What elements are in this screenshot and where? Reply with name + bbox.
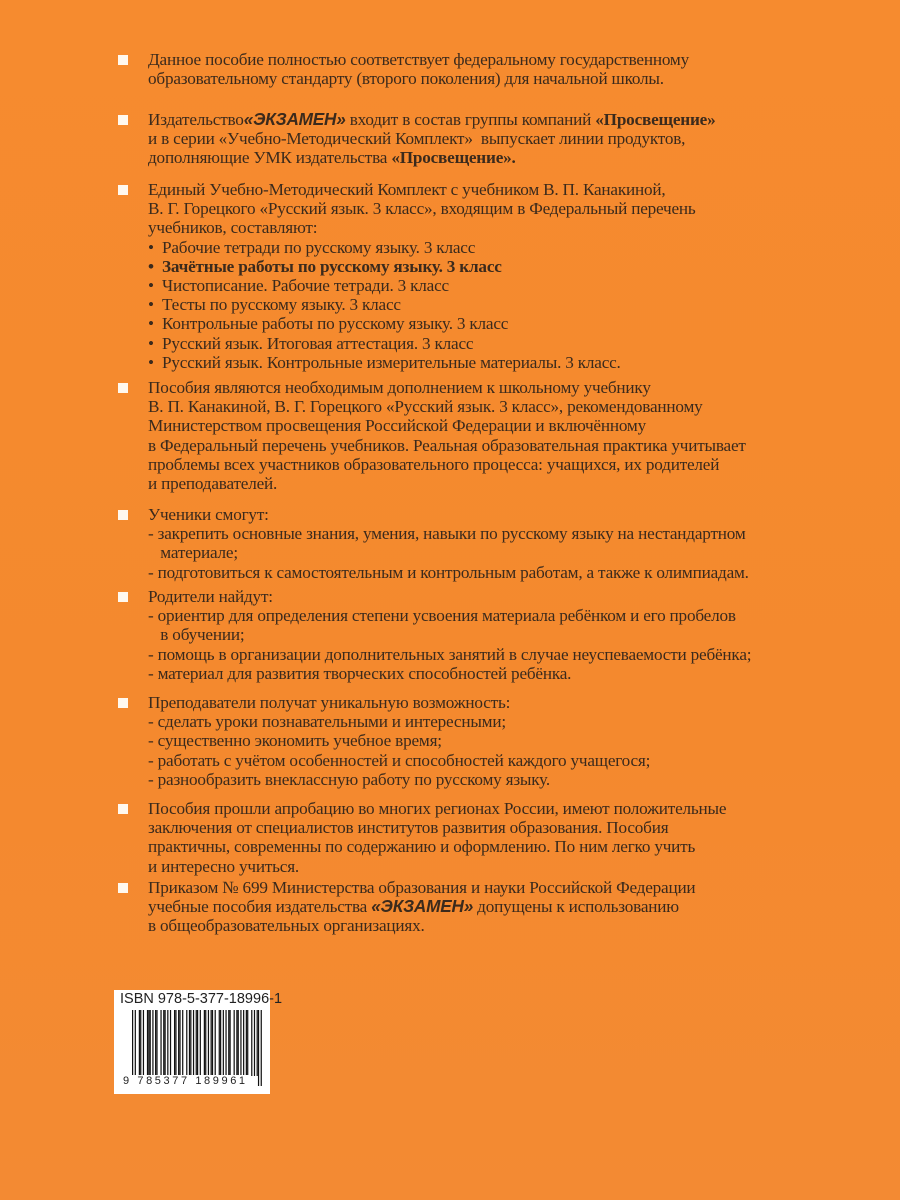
barcode-bar xyxy=(240,1010,241,1076)
text-segment: - подготовиться к самостоятельным и контрольным работам, а также к олимпиадам. xyxy=(148,562,749,582)
text-line xyxy=(148,148,868,167)
text-segment: • Рабочие тетради по русскому языку. 3 класс xyxy=(148,237,476,257)
text-line xyxy=(148,751,868,770)
text-line xyxy=(148,314,868,333)
barcode-bar xyxy=(189,1010,190,1076)
text-line xyxy=(148,378,868,397)
info-paragraph xyxy=(148,378,868,493)
text-line xyxy=(148,129,868,148)
text-segment: Ученики смогут: xyxy=(148,505,269,524)
barcode-bar xyxy=(261,1010,262,1086)
square-bullet-icon xyxy=(118,804,128,814)
barcode-bar xyxy=(230,1010,231,1076)
barcode-bar xyxy=(205,1010,206,1076)
text-segment: - разнообразить внеклассную работу по русскому языку. xyxy=(148,769,550,789)
text-line xyxy=(148,543,868,562)
text-line xyxy=(148,693,868,712)
text-line xyxy=(148,474,868,493)
barcode-bar xyxy=(147,1010,148,1076)
text-line xyxy=(148,436,868,455)
barcode-bar xyxy=(143,1010,144,1076)
barcode-bar xyxy=(234,1010,235,1076)
barcode-bar xyxy=(179,1010,180,1076)
text-line xyxy=(148,587,868,606)
square-bullet-icon xyxy=(118,383,128,393)
text-segment: образовательному стандарту (второго поколения) для начальной школы. xyxy=(148,69,664,89)
barcode-bar xyxy=(186,1010,187,1076)
text-segment: Данное пособие полностью соответствует федеральному государственному xyxy=(148,50,689,69)
square-bullet-icon xyxy=(118,883,128,893)
isbn-number: ISBN 978-5-377-18996-1 xyxy=(120,991,283,1007)
text-segment: - сделать уроки познавательными и интересными; xyxy=(148,712,506,732)
barcode-bar xyxy=(257,1010,258,1076)
square-bullet-icon xyxy=(118,592,128,602)
barcode-bar xyxy=(163,1010,164,1076)
barcode-bar xyxy=(258,1010,259,1086)
barcode-bar xyxy=(165,1010,166,1076)
square-bullet-icon xyxy=(118,698,128,708)
text-segment: - существенно экономить учебное время; xyxy=(148,731,442,751)
info-paragraph xyxy=(148,878,868,936)
barcode-bar xyxy=(254,1010,255,1076)
text-line xyxy=(148,69,868,88)
text-segment: • Тесты по русскому языку. 3 класс xyxy=(148,295,401,315)
info-paragraph xyxy=(148,587,868,683)
barcode-bar xyxy=(238,1010,239,1076)
barcode-bar xyxy=(243,1010,244,1076)
text-segment: Пособия прошли апробацию во многих регионах России, имеют положительные xyxy=(148,799,727,818)
text-segment: Родители найдут: xyxy=(148,587,273,606)
text-line xyxy=(148,563,868,582)
info-paragraph xyxy=(148,110,868,168)
text-segment: Издательство xyxy=(148,110,244,129)
barcode-digits: 9 785377 189961 xyxy=(123,1075,248,1087)
text-segment: дополняющие УМК издательства xyxy=(148,148,392,168)
barcode-bar xyxy=(212,1010,213,1076)
barcode-bar xyxy=(219,1010,220,1076)
text-line xyxy=(148,818,868,837)
square-bullet-icon xyxy=(118,115,128,125)
text-segment: и в серии «Учебно-Методический Комплект» выпускает линии продуктов, xyxy=(148,129,686,149)
text-segment: и преподавателей. xyxy=(148,474,278,494)
text-line xyxy=(148,625,868,644)
text-line xyxy=(148,218,868,237)
text-line xyxy=(148,645,868,664)
barcode-bar xyxy=(251,1010,252,1076)
text-segment: - закрепить основные знания, умения, навыки по русскому языку на нестандартном xyxy=(148,524,746,544)
barcode-bar xyxy=(160,1010,161,1076)
barcode-bar xyxy=(236,1010,237,1076)
text-segment: Единый Учебно-Методический Комплект с учебником В. П. Канакиной, xyxy=(148,180,666,199)
text-segment: и интересно учиться. xyxy=(148,856,300,876)
barcode-bar xyxy=(215,1010,216,1076)
barcode-bar xyxy=(155,1010,156,1076)
text-line xyxy=(148,664,868,683)
text-line xyxy=(148,397,868,416)
barcode-bar xyxy=(182,1010,183,1076)
text-line xyxy=(148,180,868,199)
text-line xyxy=(148,238,868,257)
barcode-bar xyxy=(200,1010,201,1076)
barcode-bar xyxy=(208,1010,209,1076)
text-segment: • Чистописание. Рабочие тетради. 3 класс xyxy=(148,276,449,296)
text-line xyxy=(148,295,868,314)
text-line xyxy=(148,199,868,218)
isbn-barcode xyxy=(114,990,283,1094)
text-segment: в Федеральный перечень учебников. Реальная образовательная практика учитывает xyxy=(148,435,746,455)
barcode-bar xyxy=(246,1010,247,1076)
text-segment: - помощь в организации дополнительных занятий в случае неуспеваемости ребёнка; xyxy=(148,644,752,664)
info-paragraph xyxy=(148,693,868,789)
text-segment: - материал для развития творческих способностей ребёнка. xyxy=(148,663,572,683)
barcode-bar xyxy=(148,1010,149,1076)
barcode-bar xyxy=(211,1010,212,1076)
text-segment: Министерством просвещения Российской Федерации и включённому xyxy=(148,416,646,436)
text-line xyxy=(148,731,868,750)
text-segment: Приказом № 699 Министерства образования и науки Российской Федерации xyxy=(148,878,696,897)
barcode-bar xyxy=(228,1010,229,1076)
text-line xyxy=(148,857,868,876)
text-segment: - ориентир для определения степени усвоения материала ребёнком и его пробелов xyxy=(148,606,736,626)
barcode-bar xyxy=(140,1010,141,1076)
info-paragraph xyxy=(148,505,868,582)
barcode-bar xyxy=(152,1010,153,1076)
text-line xyxy=(148,455,868,474)
text-segment: допущены к использованию xyxy=(473,897,679,917)
info-paragraph xyxy=(148,799,868,876)
text-segment: учебников, составляют: xyxy=(148,218,318,238)
text-segment: В. П. Канакиной, В. Г. Горецкого «Русский язык. 3 класс», рекомендованному xyxy=(148,397,703,417)
text-line xyxy=(148,837,868,856)
barcode-bar xyxy=(174,1010,175,1076)
text-line xyxy=(148,257,868,276)
text-line xyxy=(148,897,868,916)
barcode-bar xyxy=(190,1010,191,1076)
text-segment: Пособия являются необходимым дополнением к школьному учебнику xyxy=(148,378,651,397)
text-segment: учебные пособия издательства xyxy=(148,897,372,917)
text-line xyxy=(148,276,868,295)
barcode-bar xyxy=(150,1010,151,1076)
text-segment: «Просвещение» xyxy=(595,110,716,129)
text-segment: в обучении; xyxy=(148,625,245,645)
text-segment: • Зачётные работы по русскому языку. 3 класс xyxy=(148,256,502,276)
barcode-bar xyxy=(175,1010,176,1076)
text-line xyxy=(148,524,868,543)
text-line xyxy=(148,799,868,818)
text-segment: Преподаватели получат уникальную возможность: xyxy=(148,693,511,712)
text-line xyxy=(148,353,868,372)
text-segment: входит в состав группы компаний xyxy=(345,110,596,129)
barcode-bar xyxy=(193,1010,194,1076)
info-paragraph xyxy=(148,180,868,372)
text-line xyxy=(148,505,868,524)
text-line xyxy=(148,416,868,435)
barcode-bar xyxy=(178,1010,179,1076)
square-bullet-icon xyxy=(118,510,128,520)
text-line xyxy=(148,50,868,69)
barcode-bar xyxy=(225,1010,226,1076)
info-paragraph xyxy=(148,50,868,88)
square-bullet-icon xyxy=(118,55,128,65)
text-segment: заключения от специалистов институтов развития образования. Пособия xyxy=(148,818,669,838)
square-bullet-icon xyxy=(118,185,128,195)
text-line xyxy=(148,770,868,789)
text-segment: • Русский язык. Контрольные измерительные материалы. 3 класс. xyxy=(148,352,621,372)
text-segment: В. Г. Горецкого «Русский язык. 3 класс», входящим в Федеральный перечень xyxy=(148,199,696,219)
barcode-bar xyxy=(170,1010,171,1076)
text-segment: • Контрольные работы по русскому языку. 3 класс xyxy=(148,314,509,334)
text-segment: в общеобразовательных организациях. xyxy=(148,916,425,936)
barcode-bar xyxy=(139,1010,140,1076)
text-segment: • Русский язык. Итоговая аттестация. 3 класс xyxy=(148,333,474,353)
publisher-name: «ЭКЗАМЕН» xyxy=(371,896,474,917)
text-line xyxy=(148,110,868,129)
barcode-bar xyxy=(220,1010,221,1076)
text-line xyxy=(148,916,868,935)
barcode-bar xyxy=(204,1010,205,1076)
text-line xyxy=(148,334,868,353)
text-segment: «Просвещение». xyxy=(391,148,516,168)
barcode-bar xyxy=(223,1010,224,1076)
barcode-bar xyxy=(156,1010,157,1076)
text-segment: проблемы всех участников образовательного процесса: учащихся, их родителей xyxy=(148,454,720,474)
text-line xyxy=(148,878,868,897)
barcode-bar xyxy=(247,1010,248,1076)
text-line xyxy=(148,606,868,625)
barcode-bar xyxy=(167,1010,168,1076)
text-line xyxy=(148,712,868,731)
text-segment: практичны, современны по содержанию и оформлению. По ним легко учить xyxy=(148,837,696,857)
publisher-name: «ЭКЗАМЕН» xyxy=(243,109,346,129)
text-segment: - работать с учётом особенностей и способностей каждого учащегося; xyxy=(148,750,651,770)
text-segment: материале; xyxy=(148,543,238,563)
